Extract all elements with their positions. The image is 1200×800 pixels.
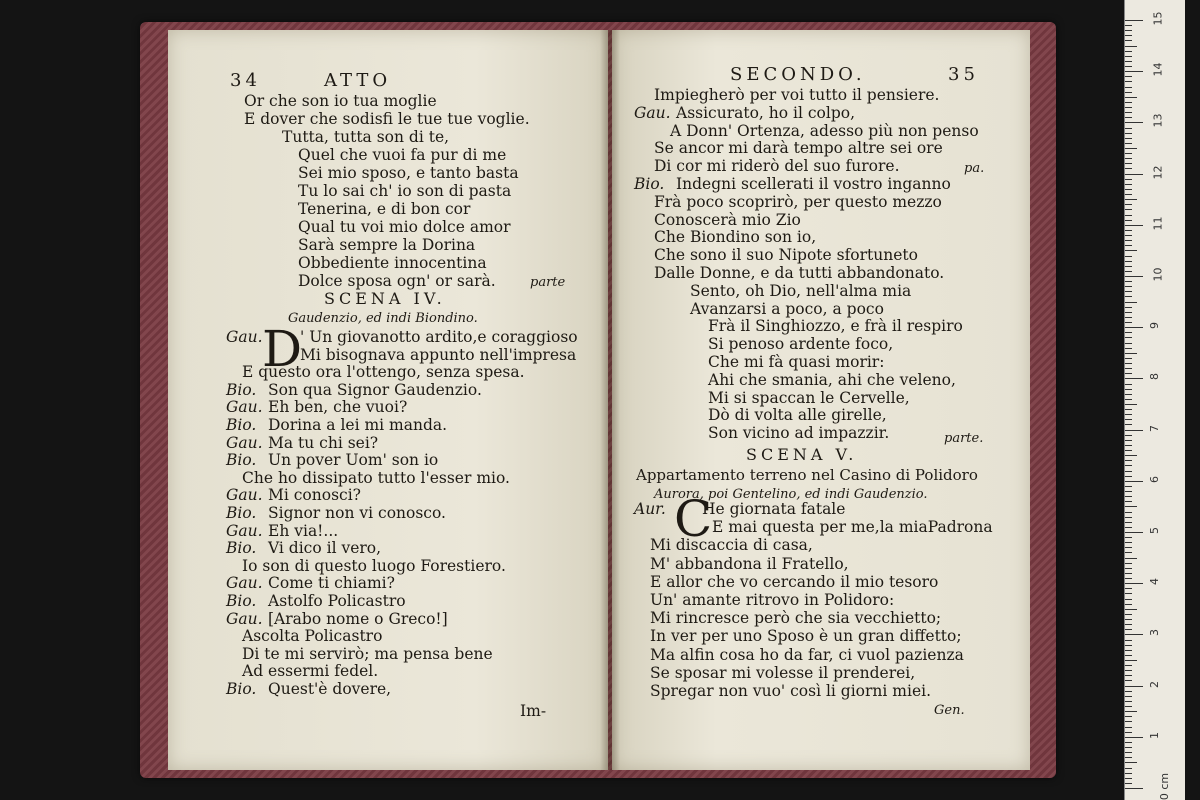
ruler-tick xyxy=(1125,225,1143,226)
ruler-tick xyxy=(1125,87,1132,88)
speaker-label: Gau. xyxy=(226,433,263,452)
ruler-tick xyxy=(1125,286,1132,287)
ruler-tick xyxy=(1125,762,1137,763)
ruler-tick xyxy=(1125,348,1132,349)
ruler-tick xyxy=(1125,691,1132,692)
ruler-tick xyxy=(1125,409,1132,410)
ruler-tick xyxy=(1125,373,1132,374)
dialogue-line: Che mi fà quasi morir: xyxy=(708,353,885,371)
ruler-tick xyxy=(1125,46,1137,47)
ruler-tick xyxy=(1125,711,1137,712)
dialogue-line: Son vicino ad impazzir. xyxy=(708,424,890,443)
dialogue-line: Avanzarsi a poco, a poco xyxy=(690,299,884,318)
dialogue-line: Io son di questo luogo Forestiero. xyxy=(242,556,506,575)
dialogue-line: Ma tu chi sei? xyxy=(268,433,379,452)
ruler-tick xyxy=(1125,40,1132,41)
ruler-tick xyxy=(1125,97,1137,98)
ruler-tick xyxy=(1125,71,1143,72)
dialogue-line: Mi discaccia di casa, xyxy=(650,536,813,555)
verse-line: Sei mio sposo, e tanto basta xyxy=(298,164,519,182)
speaker-label: Gau. xyxy=(226,574,263,593)
ruler-tick xyxy=(1125,619,1132,620)
ruler-number: 9 xyxy=(1148,322,1161,330)
ruler-tick xyxy=(1125,471,1132,472)
ruler-tick xyxy=(1125,199,1137,200)
ruler-tick xyxy=(1125,430,1143,431)
ruler-number: 6 xyxy=(1148,475,1161,483)
dialogue-line: Ascolta Policastro xyxy=(242,627,383,646)
verse-line: Or che son io tua moglie xyxy=(244,92,437,110)
ruler-tick xyxy=(1125,563,1132,564)
right-scene-setting: Appartamento terreno nel Casino di Polidoro xyxy=(636,466,978,484)
dialogue-line: Son qua Signor Gaudenzio. xyxy=(268,380,482,399)
dialogue-line: Conoscerà mio Zio xyxy=(654,210,801,229)
ruler-number: 12 xyxy=(1151,165,1165,180)
dialogue-line: Mi bisognava appunto nell'impresa xyxy=(300,345,577,364)
ruler-tick xyxy=(1125,737,1143,738)
ruler-tick xyxy=(1125,768,1132,769)
speaker-label: Gau. xyxy=(226,328,263,346)
ruler-number: 10 xyxy=(1151,267,1165,282)
ruler-tick xyxy=(1125,696,1132,697)
ruler-tick xyxy=(1125,153,1132,154)
speaker-label: Bio. xyxy=(226,592,257,610)
verse-line: Tenerina, e di bon cor xyxy=(298,200,471,218)
ruler-tick xyxy=(1125,568,1132,569)
speaker-label: Gau. xyxy=(634,103,671,122)
ruler-tick xyxy=(1125,51,1132,52)
ruler-tick xyxy=(1125,573,1132,574)
verse-line: Sarà sempre la Dorina xyxy=(298,236,476,254)
ruler-tick xyxy=(1125,450,1132,451)
dialogue-line: Di cor mi riderò del suo furore. xyxy=(654,157,900,176)
dialogue-line: Mi si spaccan le Cervelle, xyxy=(708,388,910,407)
ruler-tick xyxy=(1125,783,1132,784)
dialogue-line: ' Un giovanotto ardito,e coraggioso xyxy=(300,328,578,346)
dialogue-line: Frà il Singhiozzo, e frà il respiro xyxy=(708,317,963,336)
speaker-label: Bio. xyxy=(226,451,257,470)
right-page-number: 35 xyxy=(948,64,979,85)
ruler-tick xyxy=(1125,230,1132,231)
ruler-tick xyxy=(1125,179,1132,180)
ruler-tick xyxy=(1125,670,1132,671)
dialogue-line: Ad essermi fedel. xyxy=(242,662,379,681)
dialogue-line: E allor che vo cercando il mio tesoro xyxy=(650,572,939,591)
dialogue-line: Mi rincresce però che sia vecchietto; xyxy=(650,609,942,628)
left-running-head: ATTO xyxy=(324,70,392,91)
left-scene-persons: Gaudenzio, ed indi Biondino. xyxy=(288,311,478,326)
ruler-tick xyxy=(1125,102,1132,103)
dialogue-line: Che sono il suo Nipote sfortuneto xyxy=(654,246,918,265)
dialogue-line: Astolfo Policastro xyxy=(268,592,406,610)
ruler-tick xyxy=(1125,56,1132,57)
ruler-tick xyxy=(1125,81,1132,82)
left-catchword: Im- xyxy=(520,702,547,720)
ruler-tick xyxy=(1125,128,1132,129)
ruler-tick xyxy=(1125,384,1132,385)
ruler-number: 11 xyxy=(1151,216,1165,231)
speaker-label: Gau. xyxy=(226,398,263,417)
ruler-tick xyxy=(1125,35,1132,36)
ruler-tick xyxy=(1125,163,1132,164)
dialogue-line: Se ancor mi darà tempo altre sei ore xyxy=(654,139,943,158)
ruler-tick xyxy=(1125,189,1132,190)
ruler-tick xyxy=(1125,558,1137,559)
ruler-tick xyxy=(1125,440,1132,441)
ruler-tick xyxy=(1125,419,1132,420)
ruler-tick xyxy=(1125,706,1132,707)
verse-line: E dover che sodisfi le tue tue voglie. xyxy=(244,110,530,128)
ruler-tick xyxy=(1125,291,1132,292)
ruler-tick xyxy=(1125,778,1132,779)
dialogue-line: A Donn' Ortenza, adesso più non penso xyxy=(670,121,979,140)
ruler-tick xyxy=(1125,92,1132,93)
right-scene-title: SCENA V. xyxy=(746,445,858,464)
ruler-tick xyxy=(1125,680,1132,681)
ruler-tick xyxy=(1125,312,1132,313)
ruler-tick xyxy=(1125,486,1132,487)
dialogue-line: [Arabo nome o Greco!] xyxy=(268,609,448,628)
ruler-tick xyxy=(1125,337,1132,338)
ruler-tick xyxy=(1125,624,1132,625)
ruler-tick xyxy=(1125,240,1132,241)
ruler-tick xyxy=(1125,660,1137,661)
ruler-tick xyxy=(1125,788,1143,789)
ruler-tick xyxy=(1125,235,1132,236)
dialogue-line: Come ti chiami? xyxy=(268,574,395,593)
dialogue-line: Un' amante ritrovo in Polidoro: xyxy=(650,591,895,609)
ruler-tick xyxy=(1125,578,1132,579)
dialogue-line: M' abbandona il Fratello, xyxy=(650,554,849,573)
ruler-tick xyxy=(1125,476,1132,477)
ruler-tick xyxy=(1125,522,1132,523)
ruler-number: 8 xyxy=(1148,373,1161,381)
ruler-tick xyxy=(1125,30,1132,31)
ruler-tick xyxy=(1125,537,1132,538)
ruler-tick xyxy=(1125,215,1132,216)
ruler-tick xyxy=(1125,435,1132,436)
dialogue-line: Indegni scellerati il vostro inganno xyxy=(676,175,951,193)
dialogue-line: Dò di volta alle girelle, xyxy=(708,406,887,425)
ruler-tick xyxy=(1125,757,1132,758)
ruler-tick xyxy=(1125,501,1132,502)
ruler-tick xyxy=(1125,61,1132,62)
ruler-tick xyxy=(1125,327,1143,328)
dialogue-line: Ma alfin cosa ho da far, ci vuol pazienza xyxy=(650,645,964,664)
dialogue-line: Dorina a lei mi manda. xyxy=(268,416,448,434)
ruler-tick xyxy=(1125,496,1132,497)
ruler-tick xyxy=(1125,716,1132,717)
ruler-tick xyxy=(1125,465,1132,466)
ruler-tick xyxy=(1125,701,1132,702)
dialogue-line: In ver per uno Sposo è un gran diffetto; xyxy=(650,627,962,646)
speaker-label: Bio. xyxy=(226,416,257,434)
ruler-number: 13 xyxy=(1151,113,1165,128)
verse-line: Quel che vuoi fa pur di me xyxy=(298,146,507,164)
ruler-tick xyxy=(1125,358,1132,359)
ruler-tick xyxy=(1125,727,1132,728)
ruler-tick xyxy=(1125,665,1132,666)
speaker-label: Bio. xyxy=(226,680,257,698)
ruler-tick xyxy=(1125,143,1132,144)
ruler-tick xyxy=(1125,281,1132,282)
ruler-tick xyxy=(1125,148,1137,149)
ruler-tick xyxy=(1125,599,1132,600)
ruler-tick xyxy=(1125,517,1132,518)
speaker-label: Aur. xyxy=(634,500,666,518)
ruler-tick xyxy=(1125,542,1132,543)
ruler-tick xyxy=(1125,583,1143,584)
verse-line: Tu lo sai ch' io son di pasta xyxy=(298,182,512,200)
dialogue-line: Se sposar mi volesse il prenderei, xyxy=(650,663,916,682)
ruler-tick xyxy=(1125,332,1132,333)
speaker-label: Gau. xyxy=(226,486,263,505)
right-exit-note-top: pa. xyxy=(964,161,985,176)
ruler-tick xyxy=(1125,455,1137,456)
verse-line: Qual tu voi mio dolce amor xyxy=(298,218,511,236)
dialogue-line: Di te mi servirò; ma pensa bene xyxy=(242,644,493,663)
ruler-tick xyxy=(1125,271,1132,272)
ruler-tick xyxy=(1125,481,1143,482)
left-drop-cap: D xyxy=(262,320,303,378)
dialogue-line: He giornata fatale xyxy=(702,500,846,518)
ruler-tick xyxy=(1125,645,1132,646)
ruler-tick xyxy=(1125,460,1132,461)
dialogue-line: Mi conosci? xyxy=(268,486,361,505)
ruler-tick xyxy=(1125,404,1137,405)
ruler-tick xyxy=(1125,138,1132,139)
ruler-tick xyxy=(1125,117,1132,118)
dialogue-line: Vi dico il vero, xyxy=(268,539,382,558)
dialogue-line: Quest'è dovere, xyxy=(268,680,392,698)
ruler-tick xyxy=(1125,773,1132,774)
dialogue-line: Si penoso ardente foco, xyxy=(708,335,894,354)
dialogue-line: Eh ben, che vuoi? xyxy=(268,398,408,417)
book-gutter xyxy=(600,30,620,770)
speaker-label: Gau. xyxy=(226,609,263,628)
dialogue-line: Sento, oh Dio, nell'alma mia xyxy=(690,281,912,300)
ruler-tick xyxy=(1125,184,1132,185)
dialogue-line: Eh via!... xyxy=(268,521,339,540)
ruler-tick xyxy=(1125,368,1132,369)
ruler-tick xyxy=(1125,133,1132,134)
right-catchword: Gen. xyxy=(934,703,965,718)
ruler-tick xyxy=(1125,76,1132,77)
speaker-label: Gau. xyxy=(226,521,263,540)
ruler-tick xyxy=(1125,552,1132,553)
ruler-tick xyxy=(1125,209,1132,210)
speaker-label: Bio. xyxy=(226,380,257,399)
ruler-tick xyxy=(1125,588,1132,589)
ruler-tick xyxy=(1125,112,1132,113)
ruler-tick xyxy=(1125,322,1132,323)
ruler-tick xyxy=(1125,353,1137,354)
ruler-tick xyxy=(1125,640,1132,641)
ruler-tick xyxy=(1125,650,1132,651)
ruler-tick xyxy=(1125,445,1132,446)
ruler-tick xyxy=(1125,204,1132,205)
right-drop-cap: C xyxy=(674,490,713,548)
left-scene-title: SCENA IV. xyxy=(324,289,446,308)
verse-line: Dolce sposa ogn' or sarà. xyxy=(298,272,496,290)
ruler-tick xyxy=(1125,20,1143,21)
speaker-label: Bio. xyxy=(226,504,257,522)
ruler-tick xyxy=(1125,732,1132,733)
ruler-tick xyxy=(1125,378,1143,379)
ruler-number: 5 xyxy=(1148,527,1161,534)
ruler-tick xyxy=(1125,107,1132,108)
ruler-number: 0 cm xyxy=(1158,772,1172,800)
verse-line: Obbediente innocentina xyxy=(298,254,487,272)
ruler-tick xyxy=(1125,686,1143,687)
ruler-number: 1 xyxy=(1148,731,1161,739)
ruler-tick xyxy=(1125,742,1132,743)
ruler-tick xyxy=(1125,307,1132,308)
ruler-tick xyxy=(1125,261,1132,262)
ruler-tick xyxy=(1125,302,1137,303)
ruler-tick xyxy=(1125,532,1143,533)
ruler-tick xyxy=(1125,317,1132,318)
speaker-label: Bio. xyxy=(634,175,665,193)
ruler-tick xyxy=(1125,752,1132,753)
ruler-number: 4 xyxy=(1148,578,1161,586)
ruler-tick xyxy=(1125,491,1132,492)
ruler-tick xyxy=(1125,424,1132,425)
ruler-tick xyxy=(1125,629,1132,630)
dialogue-line: Che ho dissipato tutto l'esser mio. xyxy=(242,468,510,487)
verse-line: Tutta, tutta son di te, xyxy=(282,128,450,146)
left-page-number: 34 xyxy=(230,70,261,91)
measuring-ruler xyxy=(1124,0,1185,800)
ruler-tick xyxy=(1125,634,1143,635)
ruler-tick xyxy=(1125,276,1143,277)
ruler-tick xyxy=(1125,389,1132,390)
ruler-tick xyxy=(1125,614,1132,615)
ruler-tick xyxy=(1125,122,1143,123)
dialogue-line: Impiegherò per voi tutto il pensiere. xyxy=(654,86,940,104)
ruler-tick xyxy=(1125,363,1132,364)
ruler-tick xyxy=(1125,655,1132,656)
ruler-tick xyxy=(1125,194,1132,195)
ruler-tick xyxy=(1125,220,1132,221)
ruler-tick xyxy=(1125,25,1132,26)
ruler-tick xyxy=(1125,245,1132,246)
ruler-tick xyxy=(1125,721,1132,722)
dialogue-line: Frà poco scoprirò, per questo mezzo xyxy=(654,192,942,211)
ruler-tick xyxy=(1125,506,1137,507)
ruler-tick xyxy=(1125,66,1132,67)
ruler-tick xyxy=(1125,158,1132,159)
ruler-tick xyxy=(1125,296,1132,297)
speaker-label: Bio. xyxy=(226,539,257,558)
ruler-number: 14 xyxy=(1151,62,1165,77)
dialogue-line: Assicurato, ho il colpo, xyxy=(676,103,856,122)
ruler-tick xyxy=(1125,343,1132,344)
right-running-head: SECONDO. xyxy=(730,64,866,85)
ruler-tick xyxy=(1125,547,1132,548)
ruler-tick xyxy=(1125,250,1137,251)
ruler-tick xyxy=(1125,593,1132,594)
dialogue-line: Un pover Uom' son io xyxy=(268,451,439,470)
dialogue-line: Signor non vi conosco. xyxy=(268,504,446,522)
ruler-tick xyxy=(1125,604,1132,605)
ruler-tick xyxy=(1125,168,1132,169)
ruler-tick xyxy=(1125,747,1132,748)
ruler-tick xyxy=(1125,414,1132,415)
right-exit-note: parte. xyxy=(944,431,984,446)
ruler-tick xyxy=(1125,675,1132,676)
dialogue-line: Ahi che smania, ahi che veleno, xyxy=(708,370,956,389)
ruler-tick xyxy=(1125,394,1132,395)
ruler-tick xyxy=(1125,266,1132,267)
ruler-tick xyxy=(1125,512,1132,513)
ruler-number: 15 xyxy=(1151,11,1165,26)
dialogue-line: Che Biondino son io, xyxy=(654,228,817,247)
dialogue-line: Spregar non vuo' così li giorni miei. xyxy=(650,682,931,700)
ruler-tick xyxy=(1125,399,1132,400)
ruler-tick xyxy=(1125,527,1132,528)
ruler-tick xyxy=(1125,256,1132,257)
ruler-number: 2 xyxy=(1148,680,1161,688)
ruler-number: 3 xyxy=(1148,629,1161,637)
left-exit-note: parte xyxy=(530,275,566,290)
dialogue-line: E questo ora l'ottengo, senza spesa. xyxy=(242,363,525,382)
ruler-number: 7 xyxy=(1148,424,1161,432)
ruler-tick xyxy=(1125,609,1137,610)
right-scene-persons: Aurora, poi Gentelino, ed indi Gaudenzio. xyxy=(654,487,928,502)
dialogue-line: Dalle Donne, e da tutti abbandonato. xyxy=(654,264,945,282)
ruler-tick xyxy=(1125,174,1143,175)
dialogue-line: E mai questa per me,la miaPadrona xyxy=(712,518,993,537)
